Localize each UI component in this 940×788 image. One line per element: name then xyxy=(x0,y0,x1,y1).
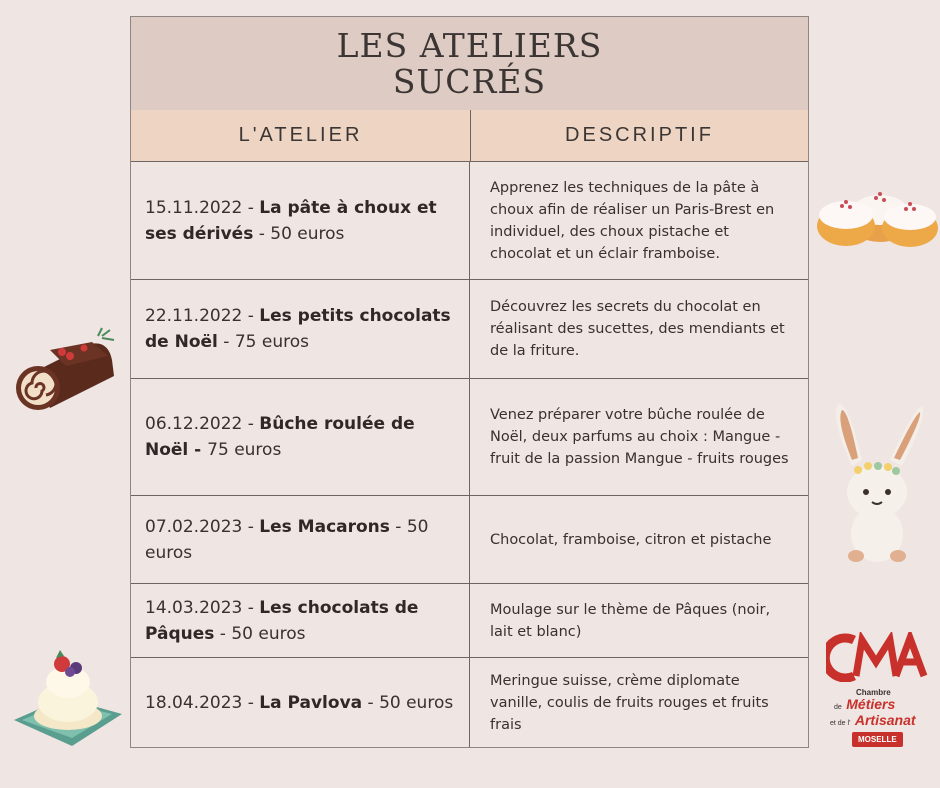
cma-chambre-text: Chambre xyxy=(856,688,891,697)
atelier-description: Moulage sur le thème de Pâques (noir, lait et blanc) xyxy=(490,601,771,640)
table-row xyxy=(131,658,808,747)
workshop-table xyxy=(130,16,809,748)
table-row xyxy=(131,162,808,280)
description-cell xyxy=(470,162,808,279)
cma-moselle-badge: MOSELLE xyxy=(852,732,903,747)
column-header-atelier: L'ATELIER xyxy=(131,110,471,161)
table-row xyxy=(131,280,808,379)
bunny-illustration xyxy=(822,398,932,568)
atelier-date: 22.11.2022 - xyxy=(145,306,260,326)
atelier-cell xyxy=(131,584,470,657)
column-header-descriptif: DESCRIPTIF xyxy=(565,124,714,146)
atelier-cell xyxy=(131,379,470,495)
atelier-cell xyxy=(131,496,470,583)
atelier-name: Bûche roulée de Noël - xyxy=(145,414,415,460)
atelier-description: Meringue suisse, crème diplomate vanille, coulis de fruits rouges et fruits frais xyxy=(490,672,769,733)
atelier-description: Venez préparer votre bûche roulée de Noël, deux parfums au choix : Mangue - fruit de la passion Mangue - fruits rouges xyxy=(490,407,789,467)
atelier-date: 06.12.2022 - xyxy=(145,414,260,434)
description-cell xyxy=(470,379,808,495)
cma-logo-mark xyxy=(826,632,928,682)
atelier-name: Les Macarons xyxy=(259,516,390,537)
atelier-name: La pâte à choux et ses dérivés xyxy=(145,197,437,244)
table-row xyxy=(131,584,808,658)
atelier-description: Apprenez les techniques de la pâte à choux afin de réaliser un Paris-Brest en individuel, des choux pistache et chocolat et un éclair framboise. xyxy=(490,179,775,262)
choux-pastries-illustration xyxy=(814,182,940,250)
page-title-line-1: LES ATELIERS xyxy=(336,25,603,65)
atelier-price: - 50 euros xyxy=(253,223,345,244)
atelier-cell xyxy=(131,162,470,279)
cma-logo xyxy=(826,632,928,752)
cma-etde-text: et de l' xyxy=(830,720,851,727)
pavlova-illustration xyxy=(12,642,124,754)
table-row xyxy=(131,379,808,496)
title-banner xyxy=(131,17,808,111)
atelier-name: Les petits chocolats de Noël xyxy=(145,306,451,352)
cma-artisanat-text: Artisanat xyxy=(854,712,916,728)
description-cell xyxy=(470,496,808,583)
yule-log-illustration xyxy=(10,326,122,418)
atelier-date: 07.02.2023 - xyxy=(145,516,260,537)
description-cell xyxy=(470,584,808,657)
atelier-description: Chocolat, framboise, citron et pistache xyxy=(490,531,772,548)
table-row xyxy=(131,496,808,584)
atelier-description: Découvrez les secrets du chocolat en réalisant des sucettes, des mendiants et de la friture. xyxy=(490,299,785,359)
description-cell xyxy=(470,658,808,747)
cma-de-text: de xyxy=(834,704,842,711)
page-title-line-2: SUCRÉS xyxy=(392,61,547,101)
atelier-name: La Pavlova xyxy=(259,692,363,713)
atelier-name: Les chocolats de Pâques xyxy=(145,597,419,644)
atelier-price: 75 euros xyxy=(207,440,282,460)
atelier-date: 15.11.2022 - xyxy=(145,197,260,218)
description-cell xyxy=(470,280,808,378)
atelier-price: - 50 euros xyxy=(145,516,429,563)
atelier-price: - 50 euros xyxy=(214,623,306,644)
atelier-date: 14.03.2023 - xyxy=(145,597,260,618)
atelier-price: - 50 euros xyxy=(362,692,454,713)
atelier-date: 18.04.2023 - xyxy=(145,692,260,713)
atelier-cell xyxy=(131,280,470,378)
atelier-cell xyxy=(131,658,470,747)
atelier-price: - 75 euros xyxy=(217,332,309,352)
cma-metiers-text: Métiers xyxy=(846,696,896,712)
table-header xyxy=(131,110,808,162)
